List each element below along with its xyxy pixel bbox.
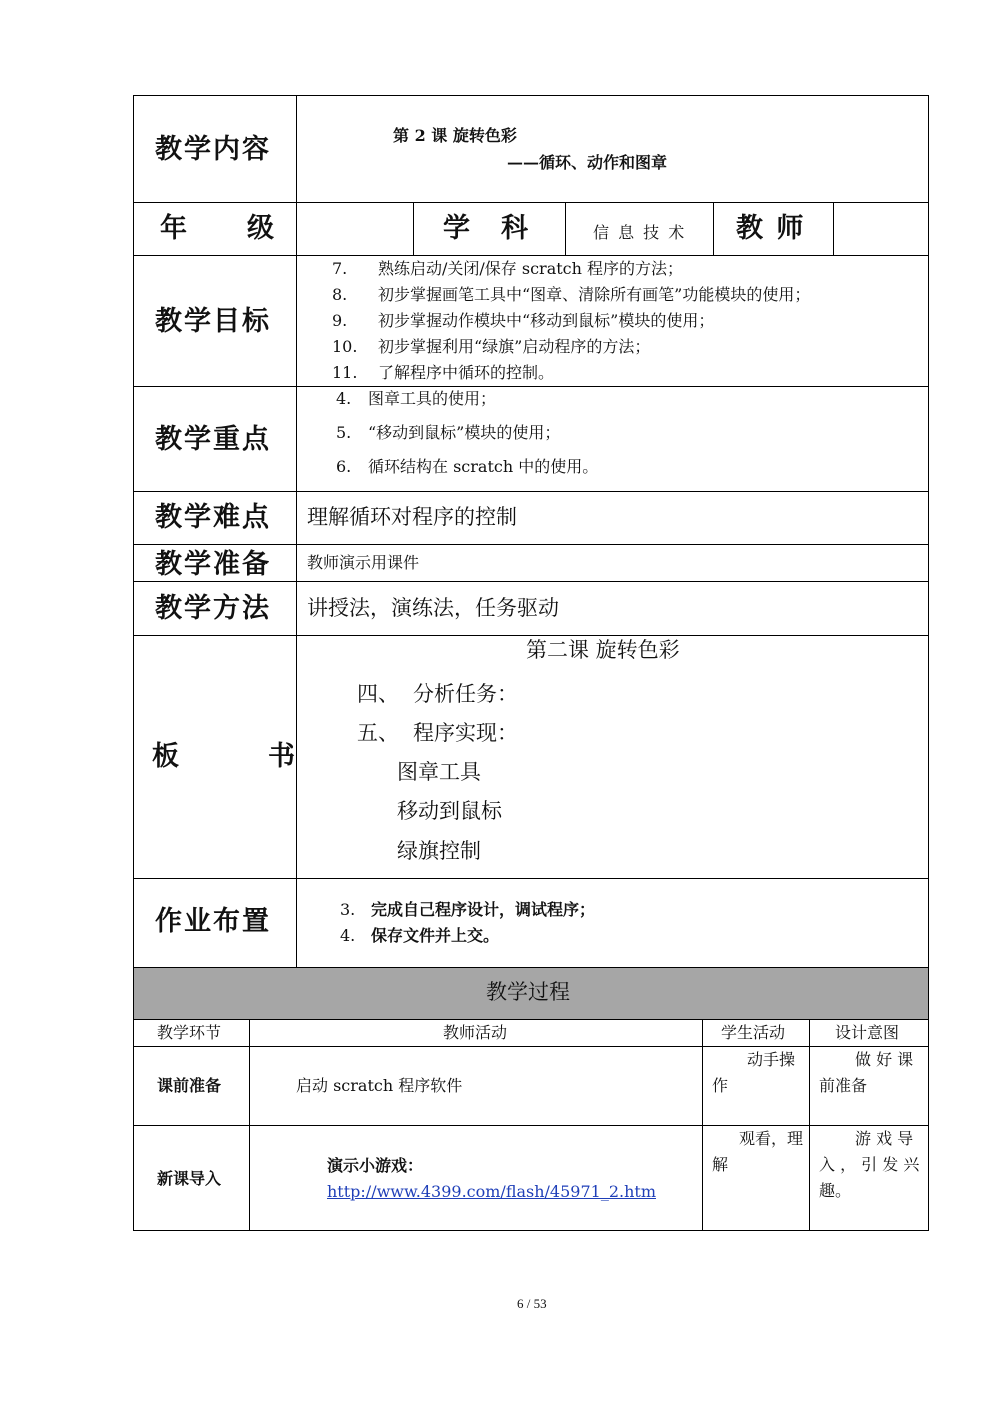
board-subitem: 移动到鼠标 [397,799,502,823]
process-student-activity: 解 [712,1155,729,1174]
game-link[interactable]: http://www.4399.com/flash/45971_2.htm [327,1182,656,1201]
board-item [357,723,518,744]
row-line-8 [133,878,929,879]
process-intent: 游 戏 导 [855,1129,914,1148]
keypoint-item [336,425,560,441]
process-col-header: 教学环节 [157,1023,222,1042]
process-col-header: 设计意图 [835,1023,900,1042]
board-item-num: 五、 [357,721,399,745]
objective-num: 7. [332,259,348,278]
process-student-activity: 观看，理 [739,1129,804,1148]
homework-num: 4. [340,926,356,945]
objective-text: 初步掌握动作模块中“移动到鼠标”模块的使用； [378,311,715,330]
homework-item [340,928,499,944]
process-student-activity: 作 [712,1076,729,1095]
board-item-text: 分析任务： [413,682,518,706]
objective-item [332,313,714,329]
objective-item [332,287,810,303]
label-preparation: 教学准备 [155,549,271,580]
objective-num: 10. [332,337,358,356]
board-title: 第二课 旋转色彩 [526,638,680,662]
process-col-header: 学生活动 [721,1023,786,1042]
board-item-text: 程序实现： [413,721,518,745]
lesson-subtitle: ——循环、动作和图章 [507,153,668,172]
keypoint-text: “移动到鼠标”模块的使用； [368,423,561,442]
label-subject: 学 科 [443,213,530,244]
row-line-2 [133,255,929,256]
board-subitem: 绿旗控制 [397,839,481,863]
row-line-1 [133,202,929,203]
objective-text: 初步掌握利用“绿旗”启动程序的方法； [378,337,651,356]
keypoint-text: 图章工具的使用； [368,389,497,408]
row-line-7 [133,635,929,636]
board-item [357,684,518,705]
process-col-divider-1 [249,1019,250,1231]
row-line-5 [133,544,929,545]
process-student-activity: 动手操 [747,1050,796,1069]
homework-num: 3. [340,900,356,919]
keypoint-item [336,391,496,407]
grade-divider-3 [713,202,714,255]
row-line-4 [133,491,929,492]
process-col-divider-2 [702,1019,703,1231]
subject-value: 信 息 技 术 [593,223,687,242]
objective-num: 8. [332,285,348,304]
label-difficulty: 教学难点 [155,502,271,533]
row-line-top [133,95,929,96]
keypoint-text: 循环结构在 scratch 中的使用。 [368,457,599,476]
homework-text: 保存文件并上交。 [371,926,500,945]
objective-text: 熟练启动/关闭/保存 scratch 程序的方法； [378,259,684,278]
objective-item [332,365,554,381]
label-column-divider [296,95,297,967]
process-title: 教学过程 [486,980,570,1004]
keypoint-item [336,459,598,475]
page-number: 6 / 53 [517,1296,547,1311]
lesson-title: 第 2 课 旋转色彩 [393,126,517,145]
table-border-right [928,95,929,1231]
process-intent: 前准备 [819,1076,868,1095]
process-intent: 做 好 课 [855,1050,914,1069]
objective-text: 初步掌握画笔工具中“图章、清除所有画笔”功能模块的使用； [378,285,811,304]
difficulty-text: 理解循环对程序的控制 [307,505,517,529]
board-subitem: 图章工具 [397,760,481,784]
process-col-divider-3 [809,1019,810,1231]
grade-divider-2 [565,202,566,255]
keypoint-num: 5. [336,423,352,442]
process-teacher-label: 演示小游戏： [327,1156,424,1175]
label-grade: 年 级 [160,213,276,244]
keypoint-num: 6. [336,457,352,476]
label-content: 教学内容 [155,134,271,165]
objective-num: 11. [332,363,358,382]
objective-text: 了解程序中循环的控制。 [378,363,555,382]
label-teacher: 教 师 [736,213,806,244]
process-intent: 趣。 [819,1181,852,1200]
objective-item [332,261,683,277]
label-objectives: 教学目标 [155,306,271,337]
process-col-header: 教师活动 [443,1023,508,1042]
method-text: 讲授法，演练法，任务驱动 [307,596,559,620]
process-stage: 课前准备 [157,1076,222,1095]
homework-item [340,902,595,918]
label-method: 教学方法 [155,593,271,624]
table-border-left [133,95,134,1231]
process-intent: 入 ， 引 发 兴 [819,1155,920,1174]
objective-item [332,339,650,355]
label-homework: 作业布置 [155,906,271,937]
process-teacher-activity: 启动 scratch 程序软件 [296,1076,463,1095]
label-board: 板 书 [152,741,297,772]
grade-divider-1 [413,202,414,255]
board-item-num: 四、 [357,682,399,706]
process-stage: 新课导入 [157,1169,222,1188]
row-line-6 [133,581,929,582]
label-keypoints: 教学重点 [155,424,271,455]
grade-divider-4 [833,202,834,255]
preparation-text: 教师演示用课件 [307,553,420,572]
objective-num: 9. [332,311,348,330]
keypoint-num: 4. [336,389,352,408]
row-line-3 [133,386,929,387]
homework-text: 完成自己程序设计，调试程序； [371,900,596,919]
